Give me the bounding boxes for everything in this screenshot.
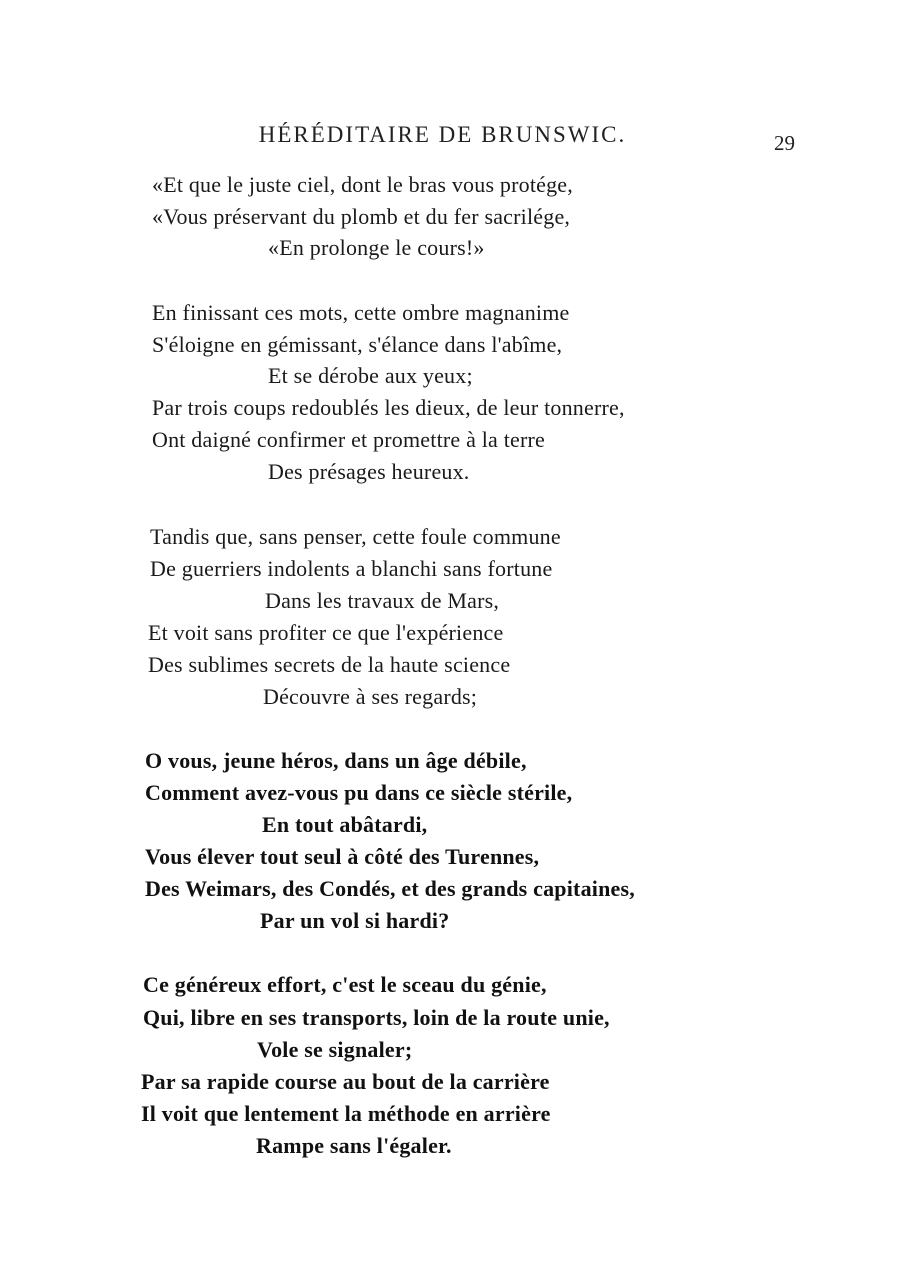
verse-line-short: «En prolonge le cours!» — [268, 235, 485, 260]
verse-line-short: Découvre à ses regards; — [263, 684, 478, 709]
verse-line: Et voit sans profiter ce que l'expérience — [148, 620, 504, 645]
verse-line: O vous, jeune héros, dans un âge débile, — [145, 748, 527, 773]
verse-line: Des Weimars, des Condés, et des grands capitaines, — [145, 876, 635, 901]
page-number: 29 — [774, 131, 795, 155]
verse-line: Qui, libre en ses transports, loin de la route unie, — [143, 1005, 610, 1030]
verse-line-short: Vole se signaler; — [257, 1037, 413, 1062]
verse-line-short: Rampe sans l'égaler. — [256, 1133, 452, 1158]
verse-line: De guerriers indolents a blanchi sans fortune — [150, 556, 553, 581]
verse-line-short: Des présages heureux. — [268, 459, 470, 484]
verse-line: En finissant ces mots, cette ombre magnanime — [152, 300, 570, 325]
verse-line-short: Par un vol si hardi? — [260, 908, 450, 933]
verse-line: Ce généreux effort, c'est le sceau du génie, — [143, 972, 547, 997]
verse-line: Ont daigné confirmer et promettre à la terre — [152, 427, 546, 452]
verse-line: Par sa rapide course au bout de la carrière — [141, 1069, 550, 1094]
verse-line: «Et que le juste ciel, dont le bras vous protége, — [152, 172, 573, 197]
verse-line: Tandis que, sans penser, cette foule commune — [150, 524, 561, 549]
verse-line-short: Et se dérobe aux yeux; — [268, 363, 473, 388]
verse-line: Vous élever tout seul à côté des Turennes, — [145, 844, 540, 869]
verse-line-short: Dans les travaux de Mars, — [265, 588, 500, 613]
verse-line: S'éloigne en gémissant, s'élance dans l'abîme, — [152, 332, 563, 357]
verse-line: Des sublimes secrets de la haute science — [148, 652, 511, 677]
running-head: HÉRÉDITAIRE DE BRUNSWIC. — [258, 122, 627, 147]
verse-line-short: En tout abâtardi, — [262, 812, 428, 837]
verse-line: Comment avez-vous pu dans ce siècle stérile, — [145, 780, 573, 805]
verse-line: Il voit que lentement la méthode en arrière — [141, 1101, 551, 1126]
verse-line: Par trois coups redoublés les dieux, de leur tonnerre, — [152, 395, 625, 420]
verse-line: «Vous préservant du plomb et du fer sacrilége, — [152, 204, 571, 229]
